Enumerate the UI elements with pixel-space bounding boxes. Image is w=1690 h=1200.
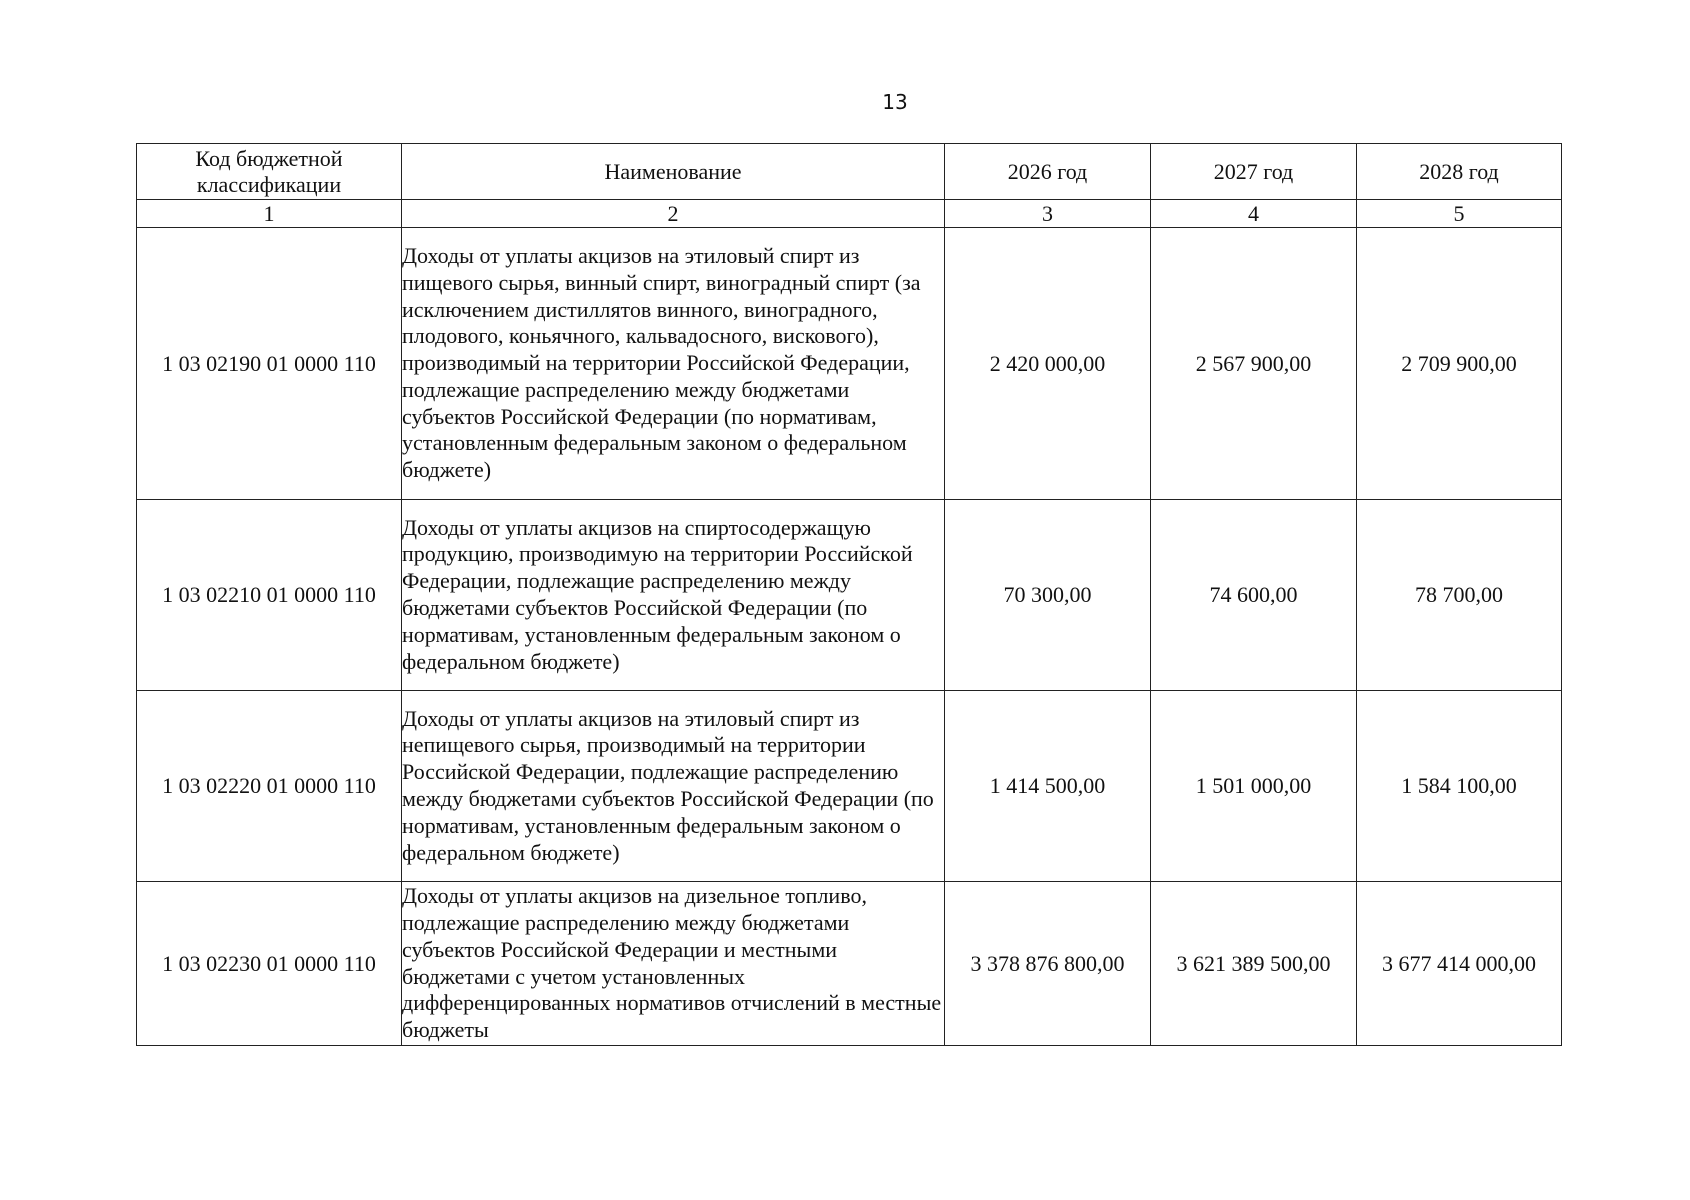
table-row [137, 500, 1562, 691]
header-year-2026: 2026 год [945, 144, 1151, 200]
table-row [137, 228, 1562, 500]
amount-2026-cell: 3 378 876 800,00 [945, 882, 1151, 1046]
amount-2027-cell: 74 600,00 [1151, 500, 1357, 691]
budget-revenue-table [136, 143, 1562, 1046]
table-row [137, 691, 1562, 882]
header-name: Наименование [402, 144, 945, 200]
column-number: 2 [402, 200, 945, 228]
budget-code-cell: 1 03 02230 01 0000 110 [137, 882, 402, 1046]
budget-code-cell: 1 03 02220 01 0000 110 [137, 691, 402, 882]
page-number: 13 [882, 90, 908, 114]
amount-2026-cell: 1 414 500,00 [945, 691, 1151, 882]
header-year-2027: 2027 год [1151, 144, 1357, 200]
header-code: Код бюджетной классификации [137, 144, 402, 200]
revenue-name-cell: Доходы от уплаты акцизов на дизельное топливо, подлежащие распределению между бюджетами субъектов Российской Федерации и местными бюджетами с учетом установленных дифференцированных нормативов отчислений в местные бюджеты [402, 882, 945, 1046]
revenue-name-cell: Доходы от уплаты акцизов на этиловый спирт из непищевого сырья, производимый на территории Российской Федерации, подлежащие распределению между бюджетами субъектов Российской Федерации (по нормативам, установленным федеральным законом о федеральном бюджете) [402, 691, 945, 882]
amount-2028-cell: 2 709 900,00 [1357, 228, 1562, 500]
amount-2028-cell: 78 700,00 [1357, 500, 1562, 691]
column-number: 4 [1151, 200, 1357, 228]
amount-2027-cell: 3 621 389 500,00 [1151, 882, 1357, 1046]
budget-code-cell: 1 03 02210 01 0000 110 [137, 500, 402, 691]
header-year-2028: 2028 год [1357, 144, 1562, 200]
table-row [137, 882, 1562, 1046]
amount-2027-cell: 1 501 000,00 [1151, 691, 1357, 882]
column-number: 5 [1357, 200, 1562, 228]
column-number: 3 [945, 200, 1151, 228]
revenue-name-cell: Доходы от уплаты акцизов на этиловый спирт из пищевого сырья, винный спирт, виноградный спирт (за исключением дистиллятов винного, виноградного, плодового, коньячного, кальвадосного, вискового), производимый на территории Российской Федерации, подлежащие распределению между бюджетами субъектов Российской Федерации (по нормативам, установленным федеральным законом о федеральном бюджете) [402, 228, 945, 500]
amount-2026-cell: 2 420 000,00 [945, 228, 1151, 500]
amount-2028-cell: 1 584 100,00 [1357, 691, 1562, 882]
budget-code-cell: 1 03 02190 01 0000 110 [137, 228, 402, 500]
revenue-name-cell: Доходы от уплаты акцизов на спиртосодержащую продукцию, производимую на территории Российской Федерации, подлежащие распределению между бюджетами субъектов Российской Федерации (по нормативам, установленным федеральным законом о федеральном бюджете) [402, 500, 945, 691]
column-number: 1 [137, 200, 402, 228]
table-header-row [137, 144, 1562, 200]
amount-2027-cell: 2 567 900,00 [1151, 228, 1357, 500]
column-number-row [137, 200, 1562, 228]
amount-2028-cell: 3 677 414 000,00 [1357, 882, 1562, 1046]
amount-2026-cell: 70 300,00 [945, 500, 1151, 691]
